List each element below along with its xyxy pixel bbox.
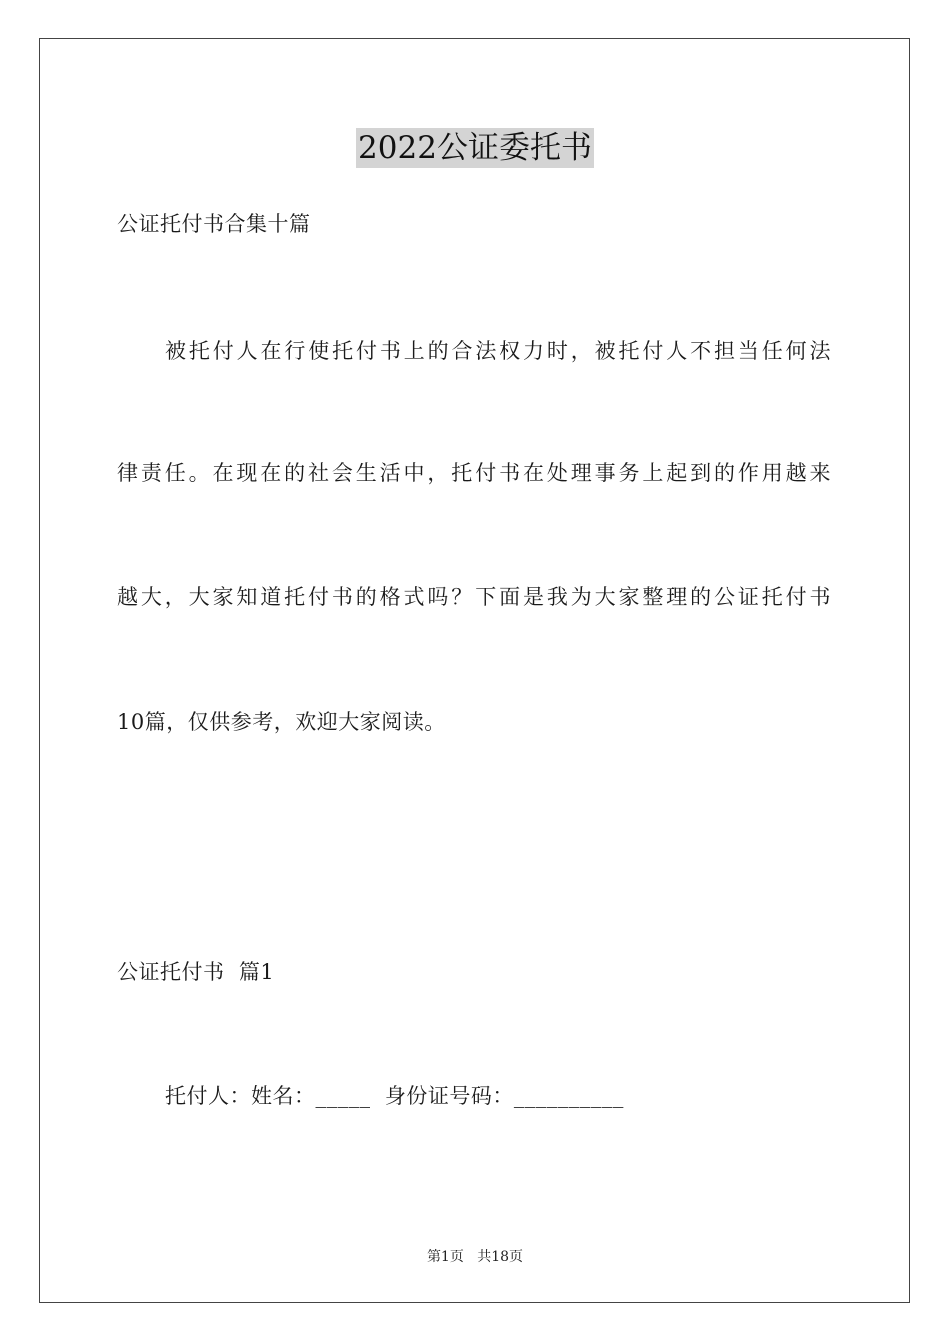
section-heading: 公证托付书 篇1 bbox=[117, 960, 275, 984]
intro-line-4: 10篇，仅供参考，欢迎大家阅读。 bbox=[117, 710, 446, 734]
page-number: 第1页 bbox=[426, 1249, 464, 1265]
intro-line-1: 被托付人在行使托付书上的合法权力时，被托付人不担当任何法 bbox=[165, 339, 831, 363]
principal-form-line: 托付人：姓名：_____ 身份证号码：__________ bbox=[165, 1084, 624, 1108]
intro-line-2: 律责任。在现在的社会生活中，托付书在处理事务上起到的作用越来 bbox=[117, 461, 831, 485]
total-pages: 共18页 bbox=[477, 1249, 524, 1265]
footer-spacer bbox=[464, 1249, 477, 1265]
document-subtitle: 公证托付书合集十篇 bbox=[117, 212, 311, 236]
intro-line-3: 越大，大家知道托付书的格式吗？下面是我为大家整理的公证托付书 bbox=[117, 585, 831, 609]
title-container bbox=[0, 128, 950, 168]
document-title: 2022公证委托书 bbox=[358, 130, 592, 166]
page-footer bbox=[0, 1247, 950, 1267]
